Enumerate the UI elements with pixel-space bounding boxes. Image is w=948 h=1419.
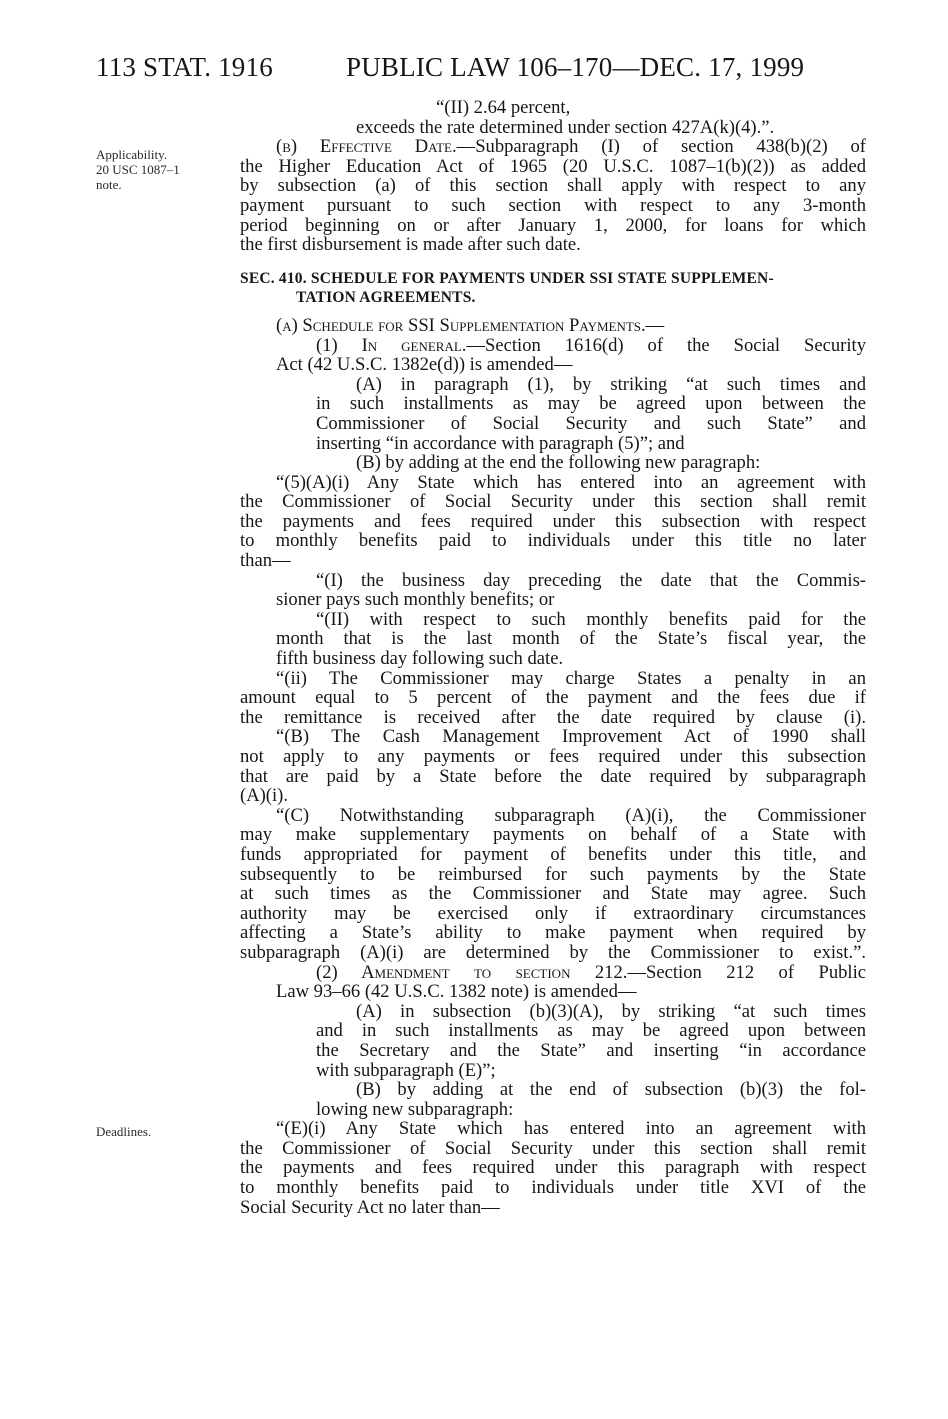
text-line: “(B) The Cash Management Improvement Act of 1990 shall bbox=[276, 726, 866, 748]
text-line: to monthly benefits paid to individuals under this title no later bbox=[240, 530, 866, 552]
text-line: and in such installments as may be agreed upon between bbox=[316, 1020, 866, 1042]
text-line: may make supplementary payments on behalf of a State with bbox=[240, 824, 866, 846]
text-line: that are paid by a State before the date required by subparagraph bbox=[240, 765, 866, 787]
text-line: “(ii) The Commissioner may charge States a penalty in an bbox=[276, 667, 866, 689]
text-line: with subparagraph (E)”; bbox=[316, 1059, 496, 1081]
text-line: (2) Amendment to section 212.—Section 212 of Public bbox=[316, 961, 866, 983]
text-line: “(II) with respect to such monthly benefits paid for the bbox=[316, 608, 866, 630]
text-line: “(E)(i) Any State which has entered into an agreement with bbox=[276, 1118, 866, 1140]
text-line: than— bbox=[240, 550, 291, 572]
text-line: the Commissioner of Social Security under this section shall remit bbox=[240, 1137, 866, 1159]
text-line: (b) Effective Date.—Subparagraph (I) of section 438(b)(2) of bbox=[276, 136, 866, 158]
section-heading: TATION AGREEMENTS. bbox=[296, 289, 476, 307]
running-head: PUBLIC LAW 106–170—DEC. 17, 1999 bbox=[346, 52, 805, 82]
body-text bbox=[240, 98, 866, 1217]
text-line: period beginning on or after January 1, 2000, for loans for which bbox=[240, 214, 866, 236]
paragraph-heading: (1) In general. bbox=[316, 334, 467, 356]
text-line: month that is the last month of the State’s fiscal year, the bbox=[276, 628, 866, 650]
text-line: Social Security Act no later than— bbox=[240, 1196, 500, 1218]
text-line: not apply to any payments or fees required under this subsection bbox=[240, 746, 866, 767]
text-line: exceeds the rate determined under section 427A(k)(4).”. bbox=[356, 116, 775, 138]
text-line: (A) in subsection (b)(3)(A), by striking “at such times bbox=[356, 1000, 866, 1022]
text-line: the Secretary and the State” and inserting “in accordance bbox=[316, 1039, 866, 1061]
subsection-heading: (a) Schedule for SSI Supplementation Payments.— bbox=[276, 314, 665, 336]
text-line: (A)(i). bbox=[240, 785, 289, 807]
text-line: to monthly benefits paid to individuals under title XVI of the bbox=[240, 1177, 866, 1199]
text-line: “(II) 2.64 percent, bbox=[436, 97, 571, 118]
text-line: in such installments as may be agreed upon between the bbox=[316, 393, 866, 415]
text-line: affecting a State’s ability to make payment when required by bbox=[240, 922, 866, 944]
text-line: Law 93–66 (42 U.S.C. 1382 note) is amended— bbox=[276, 981, 637, 1003]
text-line: Commissioner of Social Security and such State” and bbox=[316, 412, 866, 434]
text-line: Act (42 U.S.C. 1382e(d)) is amended— bbox=[276, 354, 573, 376]
text-line: at such times as the Commissioner and State may agree. Such bbox=[240, 883, 866, 905]
text-line: subsequently to be reimbursed for such payments by the State bbox=[240, 863, 866, 885]
text-line: by subsection (a) of this section shall apply with respect to any bbox=[240, 175, 866, 197]
text-line: the Higher Education Act of 1965 (20 U.S.C. 1087–1(b)(2)) as added bbox=[240, 155, 866, 177]
section-heading: SEC. 410. SCHEDULE FOR PAYMENTS UNDER SSI STATE SUPPLEMEN- bbox=[240, 269, 774, 287]
text-line: the remittance is received after the date required by clause (i). bbox=[240, 706, 866, 728]
text-line: (B) by adding at the end the following new paragraph: bbox=[356, 452, 761, 474]
text-line: inserting “in accordance with paragraph (5)”; and bbox=[316, 432, 685, 454]
text-line: “(I) the business day preceding the date that the Commis- bbox=[316, 569, 866, 591]
margin-note-applicability: Applicability. 20 USC 1087–1 note. bbox=[96, 147, 180, 192]
text-line: payment pursuant to such section with respect to any 3-month bbox=[240, 194, 866, 216]
text-line: the Commissioner of Social Security under this section shall remit bbox=[240, 491, 866, 513]
text-line: the payments and fees required under this subsection with respect bbox=[240, 510, 866, 532]
text-line: lowing new subparagraph: bbox=[316, 1098, 514, 1120]
paragraph-heading: (2) Amendment to section 212. bbox=[316, 961, 628, 983]
page-citation: 113 STAT. 1916 bbox=[96, 52, 273, 82]
text-line: (A) in paragraph (1), by striking “at such times and bbox=[356, 373, 866, 395]
text-line: fifth business day following such date. bbox=[276, 648, 564, 670]
text-line: sioner pays such monthly benefits; or bbox=[276, 589, 555, 611]
text-line: authority may be exercised only if extraordinary circumstances bbox=[240, 902, 866, 924]
subsection-heading: (b) Effective Date. bbox=[276, 136, 457, 158]
text-line: amount equal to 5 percent of the payment and the fees due if bbox=[240, 687, 866, 709]
margin-note-deadlines: Deadlines. bbox=[96, 1124, 152, 1139]
text-line: funds appropriated for payment of benefits under this title, and bbox=[240, 843, 866, 865]
text-line: the payments and fees required under this paragraph with respect bbox=[240, 1157, 866, 1179]
text-line: “(C) Notwithstanding subparagraph (A)(i), the Commissioner bbox=[276, 804, 866, 826]
text-line: the first disbursement is made after such date. bbox=[240, 234, 581, 256]
text-line: subparagraph (A)(i) are determined by the Commissioner to exist.”. bbox=[240, 941, 866, 963]
text-line: (1) In general.—Section 1616(d) of the Social Security bbox=[316, 334, 866, 356]
text-line: “(5)(A)(i) Any State which has entered into an agreement with bbox=[276, 471, 866, 493]
text-line: (B) by adding at the end of subsection (b)(3) the fol- bbox=[356, 1079, 866, 1101]
